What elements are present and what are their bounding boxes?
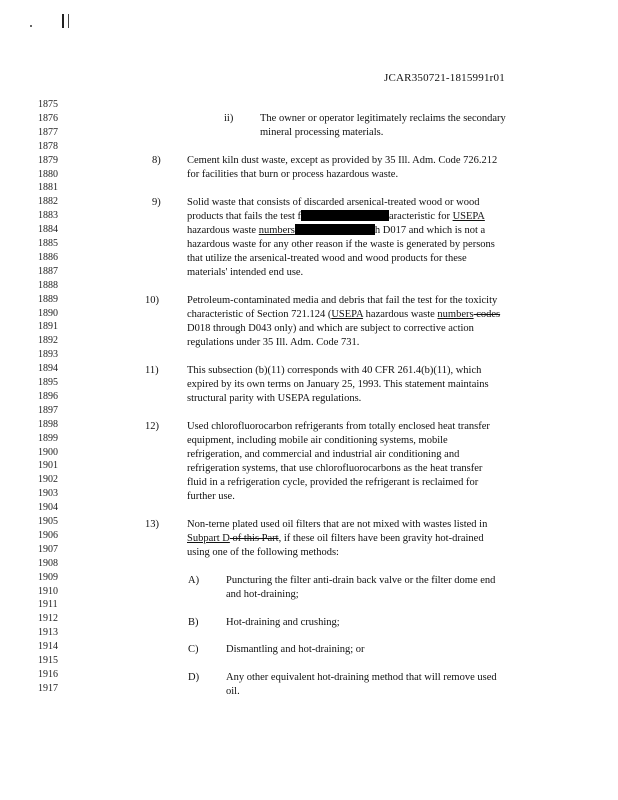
document-id: JCAR350721-1815991r01 [384, 72, 505, 84]
line-number: 1889 [38, 293, 58, 305]
line-number: 1913 [38, 627, 58, 639]
item-label-ii: ii) [224, 113, 234, 124]
sub-item-label-c: C) [188, 644, 199, 655]
line-number: 1912 [38, 613, 58, 625]
sub-item-d-text: oil. [226, 686, 240, 697]
item-12-text: refrigeration systems, that use chlorofluorocarbons as the heat transfer [187, 463, 483, 474]
item-label-10: 10) [145, 295, 159, 306]
scan-mark [62, 14, 69, 28]
line-number: 1897 [38, 404, 58, 416]
redaction-block [301, 210, 389, 221]
line-number: 1917 [38, 682, 58, 694]
sub-item-a-text: and hot-draining; [226, 589, 299, 600]
scan-speck [30, 25, 32, 27]
line-number: 1883 [38, 210, 58, 222]
item-13-text: Subpart D of this Part, if these oil filters have been gravity hot-drained [187, 533, 484, 544]
line-number: 1914 [38, 641, 58, 653]
item-10-text: regulations under 35 Ill. Adm. Code 731. [187, 337, 360, 348]
item-label-12: 12) [145, 421, 159, 432]
item-13-text: using one of the following methods: [187, 547, 339, 558]
item-label-11: 11) [145, 365, 159, 376]
item-11-text: structural parity with USEPA regulations. [187, 393, 362, 404]
redaction-block [295, 224, 375, 235]
line-number: 1876 [38, 112, 58, 124]
item-label-8: 8) [152, 155, 161, 166]
item-12-text: fluid in a refrigeration cycle, provided the refrigerant is reclaimed for [187, 477, 479, 488]
line-number: 1902 [38, 474, 58, 486]
sub-item-label-a: A) [188, 575, 200, 586]
item-9-text: that utilize the arsenical-treated wood and wood products for these [187, 253, 467, 264]
line-number: 1903 [38, 488, 58, 500]
item-12-text: refrigeration, and commercial and industrial air conditioning and [187, 449, 460, 460]
line-number: 1882 [38, 196, 58, 208]
item-13-text: Non-terne plated used oil filters that are not mixed with wastes listed in [187, 519, 488, 530]
line-number: 1894 [38, 363, 58, 375]
line-number: 1890 [38, 307, 58, 319]
item-ii-text: The owner or operator legitimately reclaims the secondary [260, 113, 506, 124]
line-number: 1907 [38, 543, 58, 555]
line-number: 1908 [38, 557, 58, 569]
line-number: 1901 [38, 460, 58, 472]
line-number: 1888 [38, 279, 58, 291]
line-number: 1878 [38, 140, 58, 152]
sub-item-d-text: Any other equivalent hot-draining method that will remove used [226, 672, 497, 683]
line-number: 1898 [38, 418, 58, 430]
item-12-text: further use. [187, 491, 235, 502]
line-number: 1896 [38, 390, 58, 402]
line-number: 1886 [38, 251, 58, 263]
sub-item-a-text: Puncturing the filter anti-drain back valve or the filter dome end [226, 575, 496, 586]
line-number: 1892 [38, 335, 58, 347]
item-9-text: hazardous waste for any other reason if the waste is generated by persons [187, 239, 495, 250]
line-number: 1906 [38, 529, 58, 541]
line-number: 1887 [38, 265, 58, 277]
line-number: 1891 [38, 321, 58, 333]
item-10-text: characteristic of Section 721.124 (USEPA hazardous waste numbers codes [187, 309, 501, 320]
line-number: 1900 [38, 446, 58, 458]
item-9-text: Solid waste that consists of discarded arsenical-treated wood or wood [187, 197, 480, 208]
line-number: 1885 [38, 238, 58, 249]
item-12-text: equipment, including mobile air conditioning systems, mobile [187, 435, 448, 446]
item-8-text: for facilities that burn or process hazardous waste. [187, 169, 399, 180]
item-9-text: hazardous waste numbers h D017 and which is not a [187, 225, 486, 236]
sub-item-c-text: Dismantling and hot-draining; or [226, 644, 365, 655]
sub-item-b-text: Hot-draining and crushing; [226, 617, 340, 628]
line-number: 1895 [38, 377, 58, 388]
line-number: 1905 [38, 516, 58, 527]
line-number: 1875 [38, 99, 58, 110]
item-ii-text: mineral processing materials. [260, 127, 384, 138]
item-12-text: Used chlorofluorocarbon refrigerants from totally enclosed heat transfer [187, 421, 490, 432]
item-11-text: This subsection (b)(11) corresponds with 40 CFR 261.4(b)(11), which [187, 365, 482, 376]
line-number: 1904 [38, 502, 58, 514]
line-number: 1916 [38, 668, 58, 680]
line-number: 1909 [38, 571, 58, 583]
line-number: 1899 [38, 432, 58, 444]
line-number: 1880 [38, 168, 58, 180]
sub-item-label-b: B) [188, 617, 199, 628]
line-number: 1893 [38, 349, 58, 361]
item-10-text: Petroleum-contaminated media and debris that fail the test for the toxicity [187, 295, 498, 306]
item-label-13: 13) [145, 519, 159, 530]
sub-item-label-d: D) [188, 672, 200, 683]
item-label-9: 9) [152, 197, 161, 208]
item-9-text: products that fails the test f aracteristic for USEPA [187, 211, 485, 222]
line-number: 1877 [38, 126, 58, 138]
line-number: 1879 [38, 154, 58, 166]
line-number: 1881 [38, 182, 58, 194]
item-8-text: Cement kiln dust waste, except as provided by 35 Ill. Adm. Code 726.212 [187, 155, 498, 166]
line-number: 1884 [38, 224, 58, 236]
line-number: 1915 [38, 655, 58, 666]
item-9-text: materials' intended end use. [187, 267, 304, 278]
line-number: 1911 [38, 599, 58, 611]
line-number: 1910 [38, 585, 58, 597]
item-10-text: D018 through D043 only) and which are subject to corrective action [187, 323, 474, 334]
item-11-text: expired by its own terms on January 25, 1993. This statement maintains [187, 379, 489, 390]
